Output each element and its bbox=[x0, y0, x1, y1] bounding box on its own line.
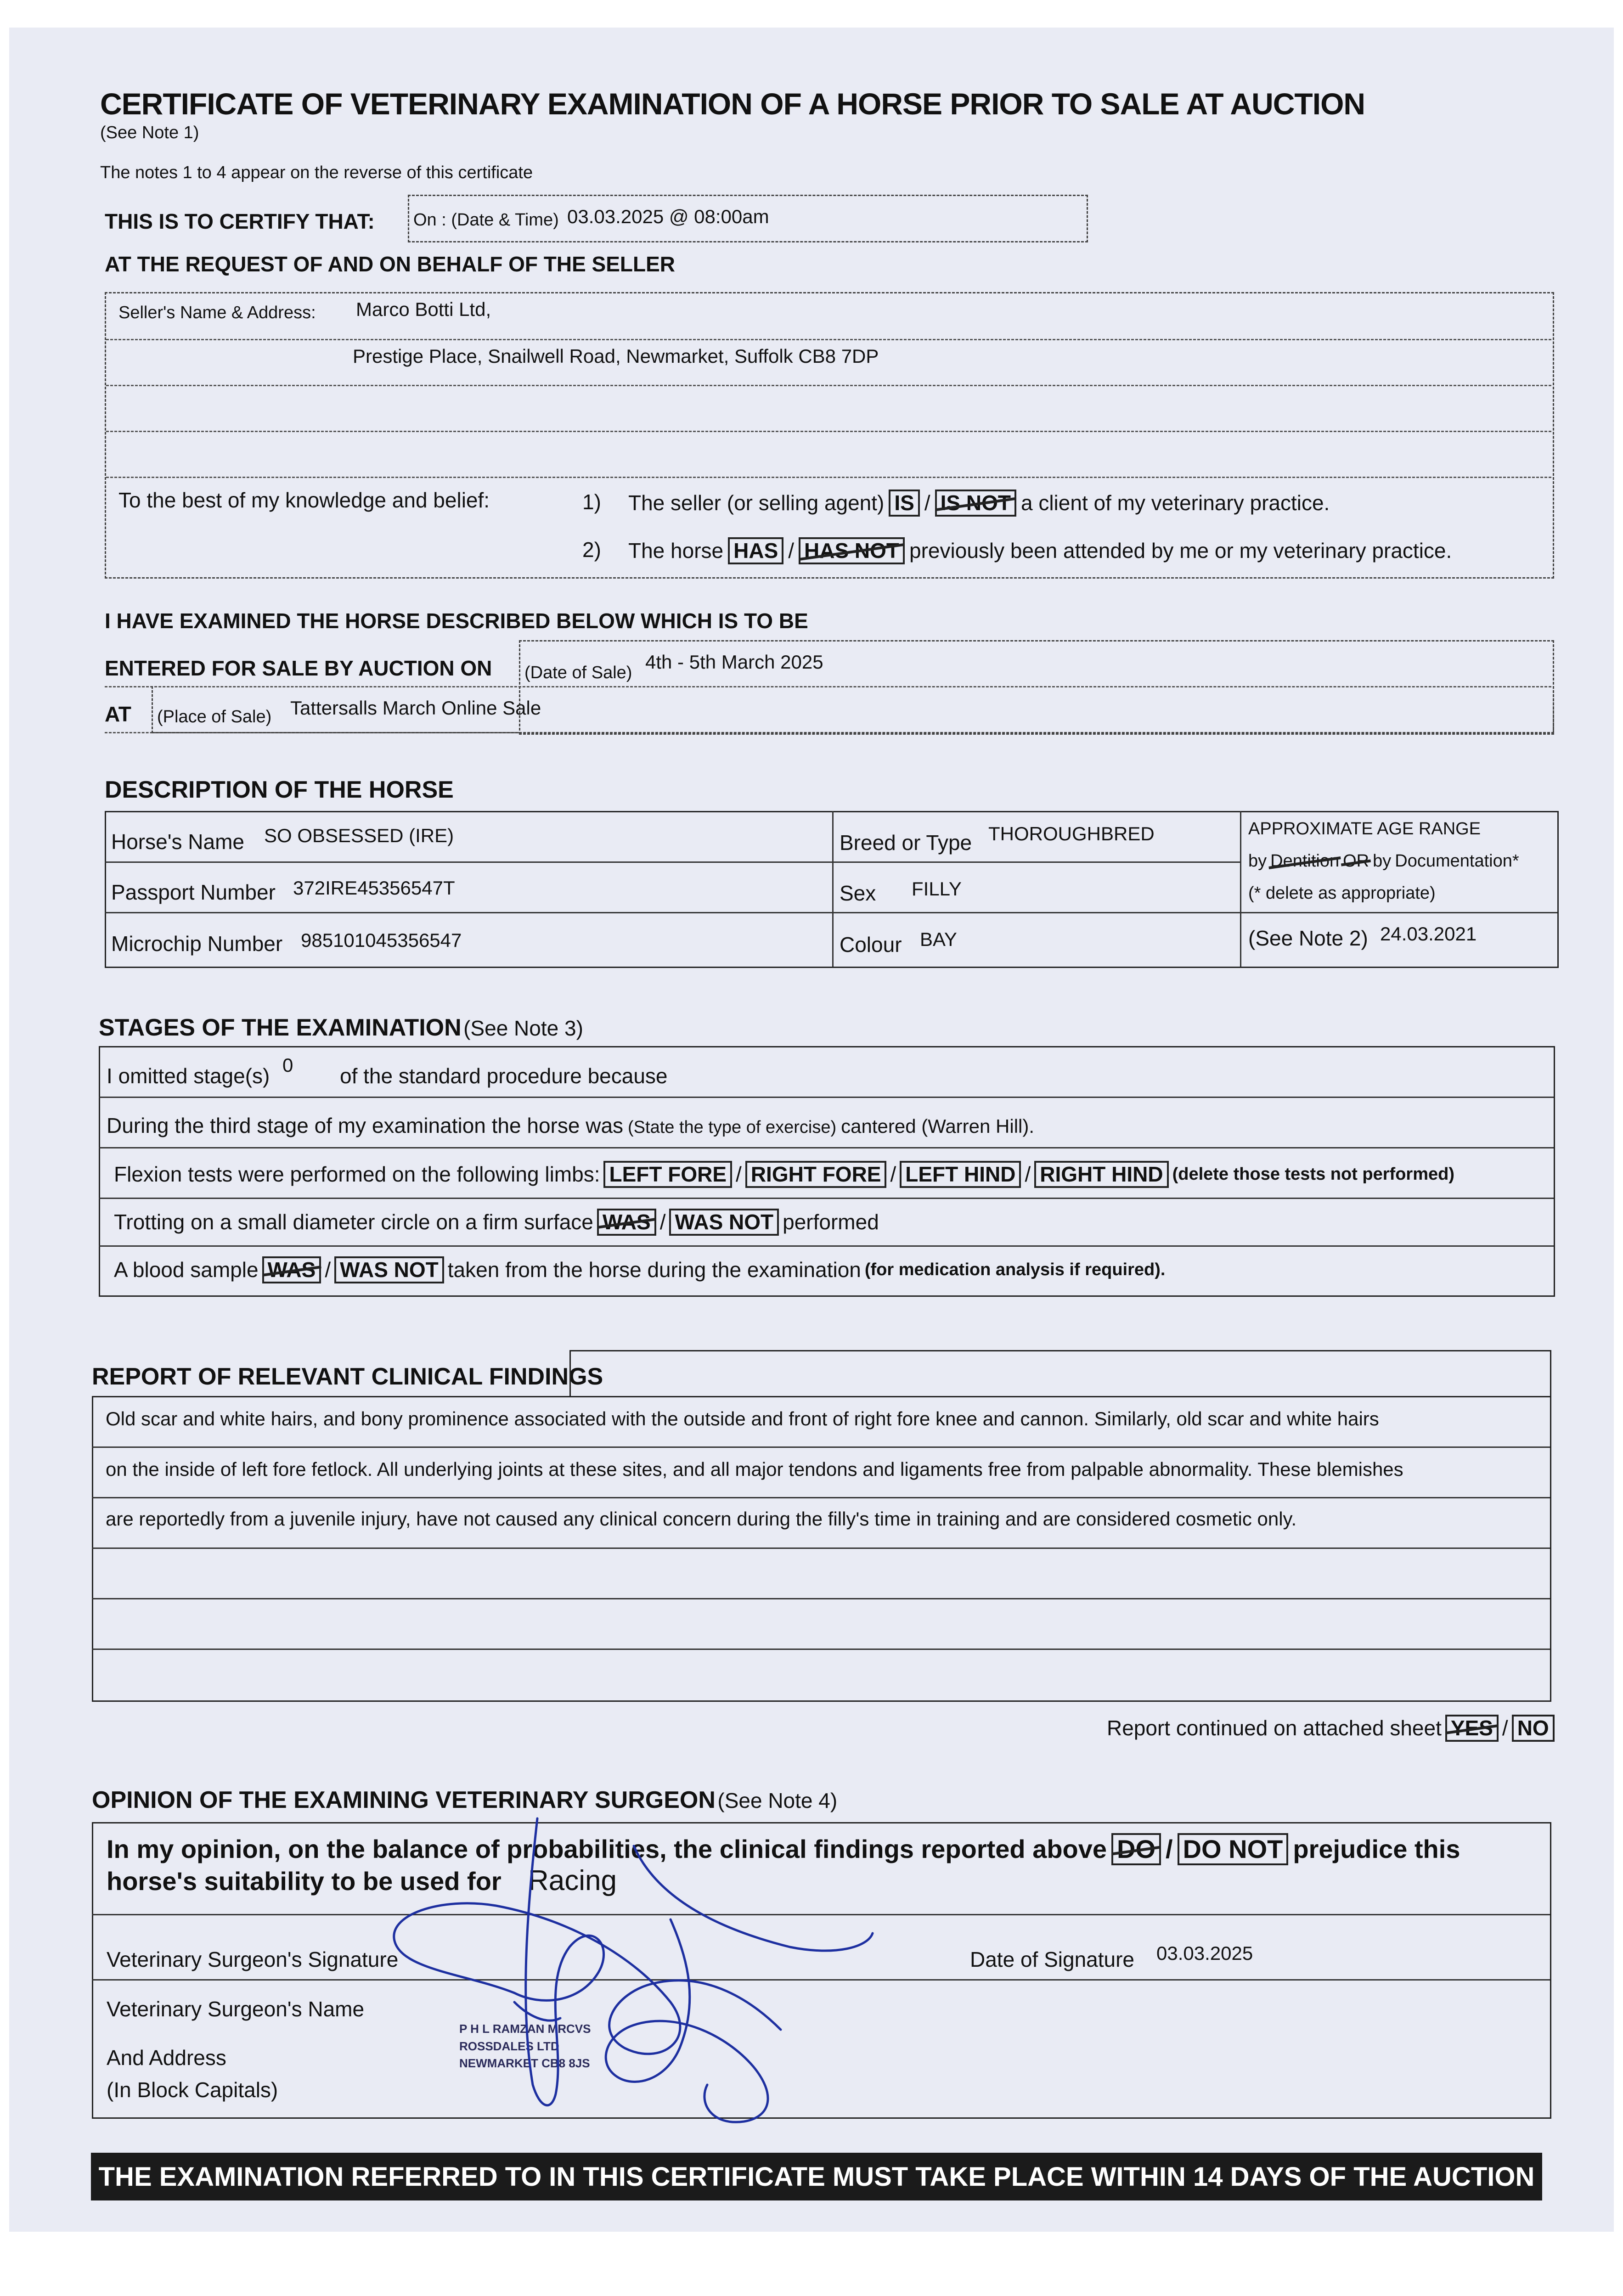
stamp-line-2: ROSSDALES LTD bbox=[459, 2039, 559, 2053]
on-label: On : (Date & Time) bbox=[413, 210, 559, 230]
q2-option-has-not[interactable]: HAS NOT bbox=[799, 537, 905, 564]
third-stage-row bbox=[107, 1113, 1034, 1138]
age-date-value[interactable]: 24.03.2021 bbox=[1380, 923, 1477, 945]
block-capitals-label: (In Block Capitals) bbox=[107, 2078, 278, 2102]
slash: / bbox=[1025, 1162, 1031, 1187]
seller-name-value[interactable]: Marco Botti Ltd, bbox=[356, 298, 491, 320]
breed-label: Breed or Type bbox=[840, 831, 972, 855]
horse-name-value[interactable]: SO OBSESSED (IRE) bbox=[264, 825, 454, 846]
breed-value[interactable]: THOROUGHBRED bbox=[988, 823, 1155, 844]
report-continued-label: Report continued on attached sheet bbox=[1107, 1716, 1442, 1740]
report-box bbox=[92, 1396, 1551, 1702]
trot-suffix: performed bbox=[783, 1210, 879, 1234]
trot-label: Trotting on a small diameter circle on a firm surface bbox=[114, 1210, 593, 1234]
colour-label: Colour bbox=[840, 933, 902, 957]
trot-option-was-not[interactable]: WAS NOT bbox=[669, 1209, 779, 1236]
date-of-sale-value[interactable]: 4th - 5th March 2025 bbox=[645, 651, 823, 673]
slash: / bbox=[659, 1210, 666, 1234]
opinion-text-c: horse's suitability to be used for bbox=[107, 1867, 502, 1896]
slash: / bbox=[890, 1162, 896, 1187]
trot-row bbox=[114, 1209, 879, 1236]
blood-suffix: taken from the horse during the examination bbox=[447, 1258, 861, 1282]
signature-label: Veterinary Surgeon's Signature bbox=[107, 1947, 399, 1971]
q1-suffix: a client of my veterinary practice. bbox=[1020, 491, 1330, 515]
age-dentition-option[interactable]: Dentition bbox=[1270, 851, 1340, 871]
passport-label: Passport Number bbox=[111, 880, 276, 904]
age-delete-note: (* delete as appropriate) bbox=[1248, 884, 1436, 903]
certify-label: THIS IS TO CERTIFY THAT: bbox=[105, 209, 375, 233]
report-continued-row bbox=[1107, 1715, 1555, 1742]
age-see-note-2: (See Note 2) bbox=[1248, 926, 1368, 950]
age-or: OR bbox=[1343, 851, 1369, 871]
colour-value[interactable]: BAY bbox=[920, 929, 957, 950]
horse-name-label: Horse's Name bbox=[111, 830, 244, 854]
footer-banner: THE EXAMINATION REFERRED TO IN THIS CERTIFICATE MUST TAKE PLACE WITHIN 14 DAYS OF THE AUCTION bbox=[91, 2153, 1542, 2200]
vet-address-label: And Address bbox=[107, 2046, 226, 2070]
omitted-suffix: of the standard procedure because bbox=[340, 1064, 668, 1088]
seller-box bbox=[105, 292, 1554, 579]
knowledge-label: To the best of my knowledge and belief: bbox=[118, 488, 490, 512]
exam-date-time[interactable]: 03.03.2025 @ 08:00am bbox=[567, 206, 769, 227]
place-of-sale-value[interactable]: Tattersalls March Online Sale bbox=[290, 697, 541, 719]
opinion-option-do[interactable]: DO bbox=[1111, 1833, 1161, 1865]
opinion-use-value[interactable]: Racing bbox=[528, 1865, 617, 1896]
q1-row bbox=[628, 490, 1330, 517]
stamp-line-3: NEWMARKET CB8 8JS bbox=[459, 2056, 590, 2071]
see-note-1: (See Note 1) bbox=[100, 123, 199, 142]
report-line-1[interactable]: Old scar and white hairs, and bony prominence associated with the outside and front of right fore knee and cannon. Similarly, old scar and white hairs bbox=[106, 1408, 1379, 1429]
slash: / bbox=[325, 1258, 331, 1282]
place-of-sale-label: (Place of Sale) bbox=[157, 707, 272, 726]
age-documentation-option[interactable]: Documentation* bbox=[1395, 851, 1519, 871]
age-range-label: APPROXIMATE AGE RANGE bbox=[1248, 819, 1481, 838]
trot-option-was[interactable]: WAS bbox=[597, 1209, 656, 1236]
age-by: by bbox=[1248, 851, 1267, 871]
third-stage-hint: (State the type of exercise) bbox=[628, 1118, 837, 1137]
slash: / bbox=[1502, 1716, 1508, 1740]
stamp-line-1: P H L RAMZAN MRCVS bbox=[459, 2022, 591, 2036]
q2-option-has[interactable]: HAS bbox=[728, 537, 783, 564]
blood-note: (for medication analysis if required). bbox=[864, 1260, 1166, 1279]
vet-name-label: Veterinary Surgeon's Name bbox=[107, 1997, 365, 2021]
q2-suffix: previously been attended by me or my veterinary practice. bbox=[909, 539, 1452, 563]
opinion-section-title: OPINION OF THE EXAMINING VETERINARY SURGEON bbox=[92, 1787, 716, 1813]
slash: / bbox=[736, 1162, 742, 1187]
flexion-right-fore[interactable]: RIGHT FORE bbox=[745, 1161, 887, 1188]
flexion-note: (delete those tests not performed) bbox=[1172, 1164, 1454, 1184]
flexion-row bbox=[114, 1161, 1454, 1188]
request-label: AT THE REQUEST OF AND ON BEHALF OF THE SELLER bbox=[105, 252, 675, 276]
sex-value[interactable]: FILLY bbox=[912, 878, 962, 900]
blood-option-was-not[interactable]: WAS NOT bbox=[334, 1256, 444, 1283]
age-method-row bbox=[1248, 851, 1519, 871]
sex-label: Sex bbox=[840, 881, 876, 905]
seller-address-value[interactable]: Prestige Place, Snailwell Road, Newmarket, Suffolk CB8 7DP bbox=[353, 345, 879, 367]
certificate-title: CERTIFICATE OF VETERINARY EXAMINATION OF A HORSE PRIOR TO SALE AT AUCTION bbox=[100, 87, 1365, 121]
third-stage-value[interactable]: cantered (Warren Hill). bbox=[841, 1115, 1035, 1137]
date-of-signature-value[interactable]: 03.03.2025 bbox=[1156, 1942, 1253, 1964]
omitted-label: I omitted stage(s) bbox=[107, 1064, 270, 1088]
q2-number: 2) bbox=[582, 538, 601, 562]
opinion-text-b: prejudice this bbox=[1293, 1835, 1460, 1864]
q1-option-is-not[interactable]: IS NOT bbox=[935, 490, 1016, 517]
report-line-2[interactable]: on the inside of left fore fetlock. All underlying joints at these sites, and all major tendons and ligaments free from palpable abnormality. These blemishes bbox=[106, 1458, 1403, 1480]
date-of-signature-label: Date of Signature bbox=[970, 1947, 1135, 1971]
q2-row bbox=[628, 537, 1452, 564]
report-continued-no[interactable]: NO bbox=[1512, 1715, 1555, 1742]
opinion-text-a: In my opinion, on the balance of probabilities, the clinical findings reported above bbox=[107, 1835, 1107, 1864]
opinion-see-note-4: (See Note 4) bbox=[717, 1789, 838, 1812]
microchip-value[interactable]: 985101045356547 bbox=[301, 929, 462, 951]
flexion-right-hind[interactable]: RIGHT HIND bbox=[1034, 1161, 1168, 1188]
slash: / bbox=[1166, 1835, 1173, 1864]
entered-label: ENTERED FOR SALE BY AUCTION ON bbox=[105, 656, 492, 680]
flexion-left-hind[interactable]: LEFT HIND bbox=[900, 1161, 1021, 1188]
report-line-3[interactable]: are reportedly from a juvenile injury, have not caused any clinical concern during the filly's time in training and are considered cosmetic only. bbox=[106, 1508, 1297, 1530]
age-by-2: by bbox=[1373, 851, 1392, 871]
third-stage-label: During the third stage of my examination the horse was bbox=[107, 1114, 624, 1137]
report-section-title: REPORT OF RELEVANT CLINICAL FINDINGS bbox=[92, 1363, 603, 1390]
examined-label: I HAVE EXAMINED THE HORSE DESCRIBED BELOW WHICH IS TO BE bbox=[105, 609, 808, 633]
flexion-label: Flexion tests were performed on the following limbs: bbox=[114, 1162, 600, 1187]
flexion-left-fore[interactable]: LEFT FORE bbox=[603, 1161, 732, 1188]
q2-prefix: The horse bbox=[628, 539, 724, 563]
microchip-label: Microchip Number bbox=[111, 932, 283, 956]
seller-name-label: Seller's Name & Address: bbox=[118, 303, 316, 322]
report-header-box bbox=[569, 1350, 1551, 1397]
at-label: AT bbox=[105, 702, 131, 726]
date-of-sale-label: (Date of Sale) bbox=[524, 663, 632, 682]
stages-title-row bbox=[99, 1014, 583, 1041]
blood-label: A blood sample bbox=[114, 1258, 259, 1282]
omitted-value[interactable]: 0 bbox=[282, 1054, 293, 1076]
report-continued-yes[interactable]: YES bbox=[1445, 1715, 1499, 1742]
opinion-option-do-not[interactable]: DO NOT bbox=[1178, 1833, 1289, 1865]
notes-text: The notes 1 to 4 appear on the reverse of this certificate bbox=[100, 163, 533, 182]
slash: / bbox=[924, 491, 930, 515]
stages-section-title: STAGES OF THE EXAMINATION bbox=[99, 1014, 462, 1041]
slash: / bbox=[788, 539, 795, 563]
horse-section-title: DESCRIPTION OF THE HORSE bbox=[105, 777, 454, 803]
blood-option-was[interactable]: WAS bbox=[262, 1256, 321, 1283]
q1-prefix: The seller (or selling agent) bbox=[628, 491, 885, 515]
blood-row bbox=[114, 1256, 1165, 1283]
q1-option-is[interactable]: IS bbox=[889, 490, 919, 517]
vet-signature bbox=[377, 1809, 891, 2131]
q1-number: 1) bbox=[582, 490, 601, 514]
passport-value[interactable]: 372IRE45356547T bbox=[293, 877, 455, 899]
stages-see-note-3: (See Note 3) bbox=[463, 1016, 583, 1040]
